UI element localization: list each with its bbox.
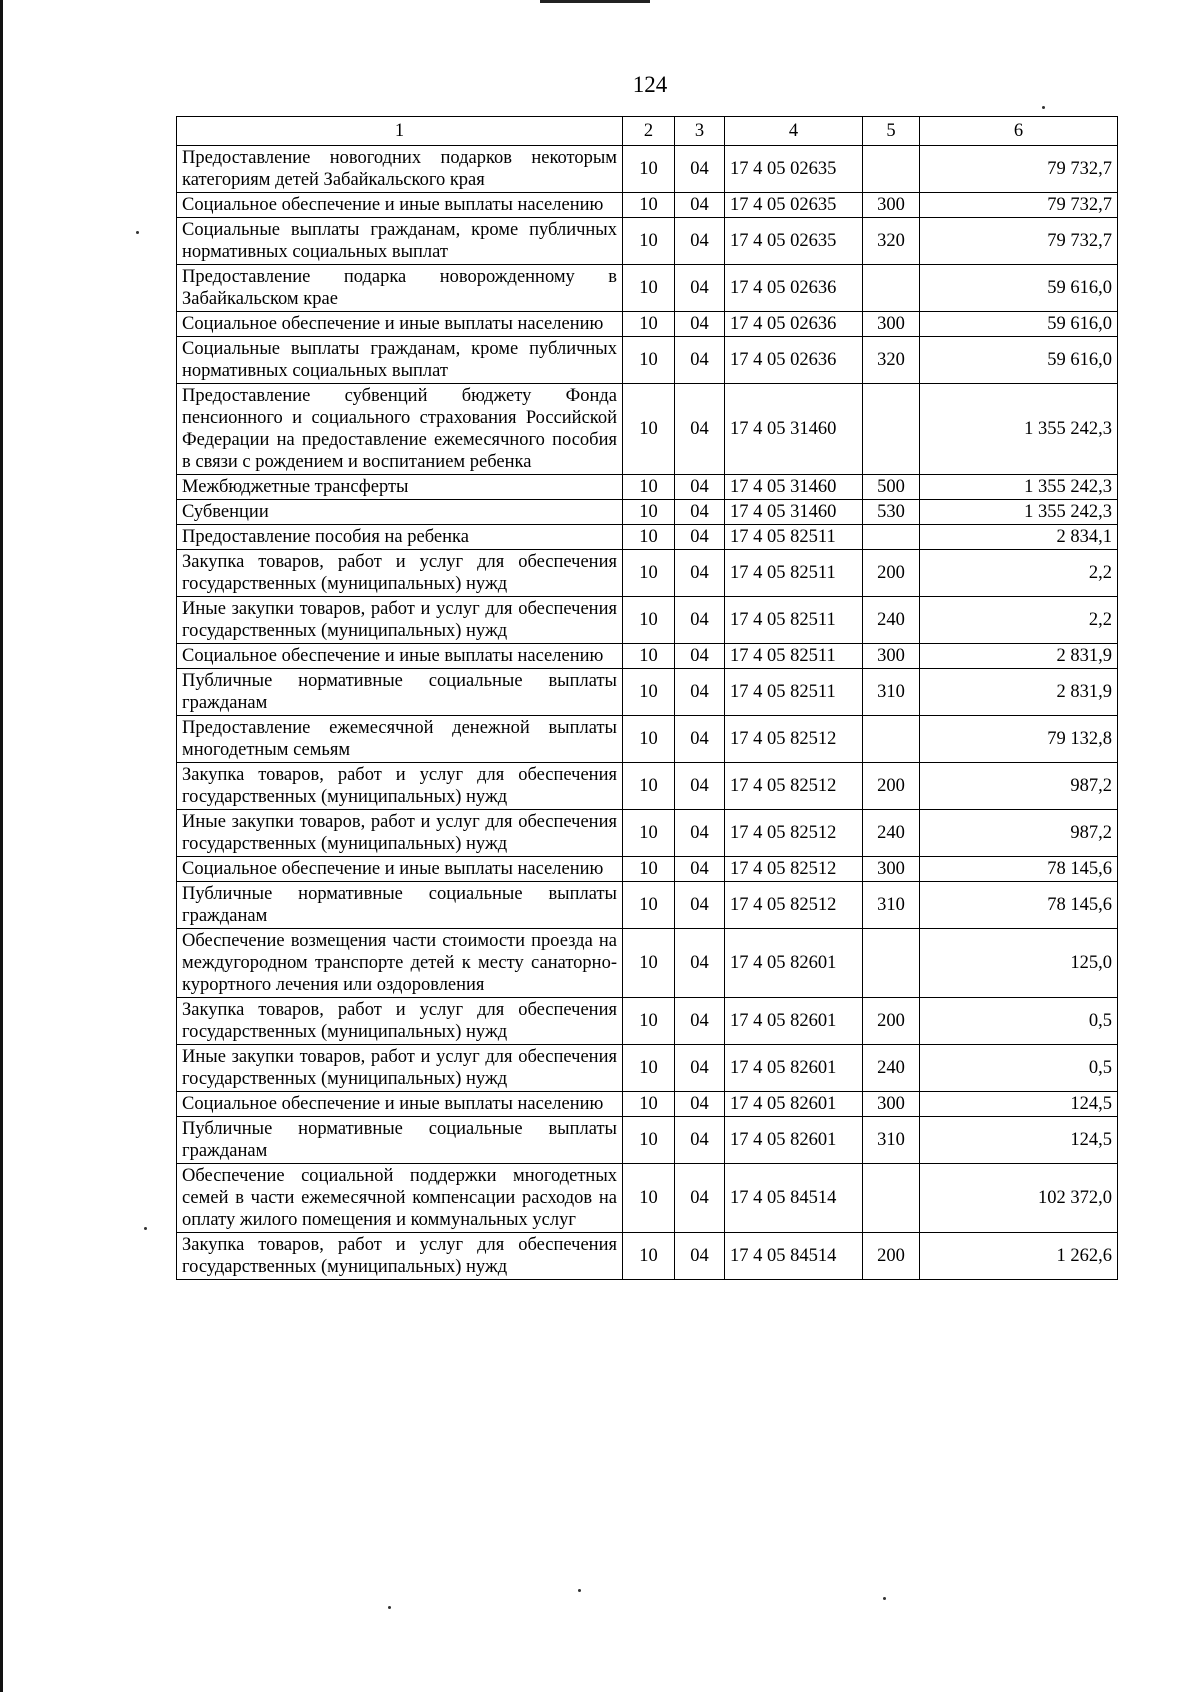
table-row — [177, 312, 1118, 337]
table-row — [177, 669, 1118, 716]
scan-speck — [883, 1597, 886, 1600]
scan-speck — [144, 1227, 147, 1230]
row-section-cell: 10 — [623, 265, 675, 312]
row-name-cell: Обеспечение возмещения части стоимости проезда на междугородном транспорте детей к месту санаторно-курортного лечения или оздоровления — [177, 929, 623, 998]
row-section-cell: 10 — [623, 384, 675, 475]
row-subsection-cell: 04 — [675, 882, 725, 929]
row-type-cell: 200 — [863, 763, 920, 810]
row-section-cell: 10 — [623, 669, 675, 716]
row-type-cell — [863, 146, 920, 193]
row-type-cell: 240 — [863, 597, 920, 644]
table-row — [177, 716, 1118, 763]
row-section-cell: 10 — [623, 193, 675, 218]
row-subsection-cell: 04 — [675, 475, 725, 500]
row-section-cell: 10 — [623, 1164, 675, 1233]
table-row — [177, 550, 1118, 597]
row-amount-cell: 59 616,0 — [920, 337, 1118, 384]
table-row — [177, 146, 1118, 193]
row-code-cell: 17 4 05 02635 — [725, 146, 863, 193]
row-code-cell: 17 4 05 82601 — [725, 998, 863, 1045]
row-section-cell: 10 — [623, 810, 675, 857]
row-code-cell: 17 4 05 31460 — [725, 475, 863, 500]
row-amount-cell: 78 145,6 — [920, 882, 1118, 929]
row-section-cell: 10 — [623, 1233, 675, 1280]
row-name-cell: Иные закупки товаров, работ и услуг для обеспечения государственных (муниципальных) нужд — [177, 810, 623, 857]
row-name-cell: Предоставление ежемесячной денежной выплаты многодетным семьям — [177, 716, 623, 763]
row-section-cell: 10 — [623, 1117, 675, 1164]
row-section-cell: 10 — [623, 500, 675, 525]
row-amount-cell: 78 145,6 — [920, 857, 1118, 882]
row-type-cell: 310 — [863, 1117, 920, 1164]
row-code-cell: 17 4 05 02636 — [725, 265, 863, 312]
row-type-cell: 320 — [863, 218, 920, 265]
row-subsection-cell: 04 — [675, 998, 725, 1045]
row-type-cell — [863, 384, 920, 475]
row-section-cell: 10 — [623, 929, 675, 998]
row-section-cell: 10 — [623, 597, 675, 644]
table-row — [177, 1045, 1118, 1092]
row-subsection-cell: 04 — [675, 337, 725, 384]
row-amount-cell: 79 732,7 — [920, 146, 1118, 193]
row-type-cell: 300 — [863, 857, 920, 882]
row-section-cell: 10 — [623, 644, 675, 669]
row-section-cell: 10 — [623, 1045, 675, 1092]
table-row — [177, 337, 1118, 384]
row-name-cell: Социальное обеспечение и иные выплаты населению — [177, 857, 623, 882]
row-code-cell: 17 4 05 82601 — [725, 1092, 863, 1117]
row-code-cell: 17 4 05 82601 — [725, 929, 863, 998]
row-section-cell: 10 — [623, 475, 675, 500]
row-section-cell: 10 — [623, 550, 675, 597]
row-section-cell: 10 — [623, 312, 675, 337]
row-type-cell: 300 — [863, 1092, 920, 1117]
row-code-cell: 17 4 05 02636 — [725, 312, 863, 337]
row-amount-cell: 0,5 — [920, 1045, 1118, 1092]
row-subsection-cell: 04 — [675, 1045, 725, 1092]
row-type-cell: 310 — [863, 669, 920, 716]
row-section-cell: 10 — [623, 857, 675, 882]
row-name-cell: Закупка товаров, работ и услуг для обеспечения государственных (муниципальных) нужд — [177, 550, 623, 597]
budget-table — [176, 116, 1118, 1280]
row-type-cell: 200 — [863, 550, 920, 597]
row-amount-cell: 124,5 — [920, 1117, 1118, 1164]
row-amount-cell: 0,5 — [920, 998, 1118, 1045]
row-section-cell: 10 — [623, 882, 675, 929]
row-name-cell: Субвенции — [177, 500, 623, 525]
row-code-cell: 17 4 05 84514 — [725, 1233, 863, 1280]
row-subsection-cell: 04 — [675, 1233, 725, 1280]
row-section-cell: 10 — [623, 218, 675, 265]
row-amount-cell: 125,0 — [920, 929, 1118, 998]
table-row — [177, 857, 1118, 882]
row-code-cell: 17 4 05 82512 — [725, 763, 863, 810]
row-code-cell: 17 4 05 02636 — [725, 337, 863, 384]
row-amount-cell: 2 831,9 — [920, 644, 1118, 669]
row-type-cell: 320 — [863, 337, 920, 384]
row-name-cell: Межбюджетные трансферты — [177, 475, 623, 500]
header-cell-6: 6 — [920, 117, 1118, 146]
row-name-cell: Закупка товаров, работ и услуг для обеспечения государственных (муниципальных) нужд — [177, 763, 623, 810]
table-row — [177, 1092, 1118, 1117]
row-amount-cell: 1 355 242,3 — [920, 384, 1118, 475]
row-type-cell — [863, 929, 920, 998]
row-amount-cell: 59 616,0 — [920, 312, 1118, 337]
row-amount-cell: 79 732,7 — [920, 193, 1118, 218]
row-code-cell: 17 4 05 82511 — [725, 525, 863, 550]
row-subsection-cell: 04 — [675, 1164, 725, 1233]
row-amount-cell: 102 372,0 — [920, 1164, 1118, 1233]
row-name-cell: Предоставление подарка новорожденному в Забайкальском крае — [177, 265, 623, 312]
page-number: 124 — [632, 72, 668, 97]
row-subsection-cell: 04 — [675, 146, 725, 193]
table-row — [177, 597, 1118, 644]
header-cell-2: 2 — [623, 117, 675, 146]
table-row — [177, 929, 1118, 998]
row-subsection-cell: 04 — [675, 857, 725, 882]
row-subsection-cell: 04 — [675, 644, 725, 669]
table-row — [177, 265, 1118, 312]
row-name-cell: Закупка товаров, работ и услуг для обеспечения государственных (муниципальных) нужд — [177, 998, 623, 1045]
row-name-cell: Иные закупки товаров, работ и услуг для обеспечения государственных (муниципальных) нужд — [177, 1045, 623, 1092]
row-subsection-cell: 04 — [675, 525, 725, 550]
row-name-cell: Социальное обеспечение и иные выплаты населению — [177, 1092, 623, 1117]
table-row — [177, 882, 1118, 929]
row-subsection-cell: 04 — [675, 265, 725, 312]
row-type-cell — [863, 1164, 920, 1233]
table-row — [177, 1164, 1118, 1233]
row-code-cell: 17 4 05 82511 — [725, 644, 863, 669]
row-section-cell: 10 — [623, 146, 675, 193]
scan-border-left — [0, 0, 3, 1692]
row-code-cell: 17 4 05 82512 — [725, 810, 863, 857]
row-type-cell: 300 — [863, 644, 920, 669]
row-type-cell: 240 — [863, 810, 920, 857]
row-subsection-cell: 04 — [675, 312, 725, 337]
row-amount-cell: 2 834,1 — [920, 525, 1118, 550]
row-type-cell — [863, 265, 920, 312]
table-header-row — [177, 117, 1118, 146]
row-name-cell: Социальное обеспечение и иные выплаты населению — [177, 193, 623, 218]
row-amount-cell: 2,2 — [920, 597, 1118, 644]
row-name-cell: Социальные выплаты гражданам, кроме публичных нормативных социальных выплат — [177, 337, 623, 384]
row-name-cell: Социальное обеспечение и иные выплаты населению — [177, 312, 623, 337]
row-code-cell: 17 4 05 82601 — [725, 1117, 863, 1164]
row-name-cell: Иные закупки товаров, работ и услуг для обеспечения государственных (муниципальных) нужд — [177, 597, 623, 644]
row-subsection-cell: 04 — [675, 218, 725, 265]
row-amount-cell: 79 732,7 — [920, 218, 1118, 265]
row-code-cell: 17 4 05 82512 — [725, 857, 863, 882]
header-cell-1: 1 — [177, 117, 623, 146]
row-code-cell: 17 4 05 31460 — [725, 384, 863, 475]
row-code-cell: 17 4 05 82511 — [725, 597, 863, 644]
row-type-cell — [863, 525, 920, 550]
header-cell-4: 4 — [725, 117, 863, 146]
table-row — [177, 384, 1118, 475]
row-code-cell: 17 4 05 02635 — [725, 218, 863, 265]
row-section-cell: 10 — [623, 337, 675, 384]
scan-border-top — [540, 0, 650, 3]
row-section-cell: 10 — [623, 763, 675, 810]
row-subsection-cell: 04 — [675, 500, 725, 525]
row-type-cell: 310 — [863, 882, 920, 929]
row-subsection-cell: 04 — [675, 669, 725, 716]
row-type-cell: 530 — [863, 500, 920, 525]
row-name-cell: Социальные выплаты гражданам, кроме публичных нормативных социальных выплат — [177, 218, 623, 265]
row-amount-cell: 2,2 — [920, 550, 1118, 597]
row-amount-cell: 59 616,0 — [920, 265, 1118, 312]
row-code-cell: 17 4 05 31460 — [725, 500, 863, 525]
row-type-cell: 200 — [863, 1233, 920, 1280]
row-type-cell: 300 — [863, 193, 920, 218]
row-subsection-cell: 04 — [675, 763, 725, 810]
table-row — [177, 525, 1118, 550]
row-amount-cell: 987,2 — [920, 763, 1118, 810]
table-row — [177, 644, 1118, 669]
table-row — [177, 1233, 1118, 1280]
row-code-cell: 17 4 05 02635 — [725, 193, 863, 218]
row-name-cell: Закупка товаров, работ и услуг для обеспечения государственных (муниципальных) нужд — [177, 1233, 623, 1280]
row-subsection-cell: 04 — [675, 929, 725, 998]
row-name-cell: Обеспечение социальной поддержки многодетных семей в части ежемесячной компенсации расходов на оплату жилого помещения и коммунальных услуг — [177, 1164, 623, 1233]
row-code-cell: 17 4 05 82511 — [725, 550, 863, 597]
row-name-cell: Публичные нормативные социальные выплаты гражданам — [177, 882, 623, 929]
header-cell-5: 5 — [863, 117, 920, 146]
row-name-cell: Предоставление пособия на ребенка — [177, 525, 623, 550]
header-cell-3: 3 — [675, 117, 725, 146]
row-section-cell: 10 — [623, 998, 675, 1045]
scan-speck — [578, 1589, 581, 1592]
row-section-cell: 10 — [623, 525, 675, 550]
scan-speck — [1042, 106, 1045, 109]
row-name-cell: Предоставление субвенций бюджету Фонда пенсионного и социального страхования Российской Федерации на предоставление ежемесячного пособия в связи с рождением и воспитанием ребенка — [177, 384, 623, 475]
table-row — [177, 193, 1118, 218]
row-code-cell: 17 4 05 82512 — [725, 882, 863, 929]
row-amount-cell: 1 262,6 — [920, 1233, 1118, 1280]
row-subsection-cell: 04 — [675, 1092, 725, 1117]
row-name-cell: Публичные нормативные социальные выплаты гражданам — [177, 1117, 623, 1164]
row-amount-cell: 1 355 242,3 — [920, 475, 1118, 500]
row-amount-cell: 1 355 242,3 — [920, 500, 1118, 525]
row-section-cell: 10 — [623, 716, 675, 763]
row-subsection-cell: 04 — [675, 550, 725, 597]
table-row — [177, 500, 1118, 525]
row-type-cell — [863, 716, 920, 763]
table-row — [177, 475, 1118, 500]
budget-table-body — [177, 117, 1118, 1280]
row-code-cell: 17 4 05 82512 — [725, 716, 863, 763]
row-subsection-cell: 04 — [675, 193, 725, 218]
table-row — [177, 763, 1118, 810]
row-amount-cell: 124,5 — [920, 1092, 1118, 1117]
row-type-cell: 500 — [863, 475, 920, 500]
row-code-cell: 17 4 05 84514 — [725, 1164, 863, 1233]
row-subsection-cell: 04 — [675, 810, 725, 857]
table-row — [177, 1117, 1118, 1164]
row-amount-cell: 2 831,9 — [920, 669, 1118, 716]
row-amount-cell: 987,2 — [920, 810, 1118, 857]
row-name-cell: Предоставление новогодних подарков некоторым категориям детей Забайкальского края — [177, 146, 623, 193]
row-name-cell: Социальное обеспечение и иные выплаты населению — [177, 644, 623, 669]
row-code-cell: 17 4 05 82511 — [725, 669, 863, 716]
row-amount-cell: 79 132,8 — [920, 716, 1118, 763]
table-row — [177, 998, 1118, 1045]
table-row — [177, 810, 1118, 857]
row-type-cell: 300 — [863, 312, 920, 337]
table-row — [177, 218, 1118, 265]
scan-speck — [136, 231, 139, 234]
row-type-cell: 200 — [863, 998, 920, 1045]
row-code-cell: 17 4 05 82601 — [725, 1045, 863, 1092]
row-section-cell: 10 — [623, 1092, 675, 1117]
row-subsection-cell: 04 — [675, 597, 725, 644]
row-subsection-cell: 04 — [675, 384, 725, 475]
scan-speck — [388, 1606, 391, 1609]
row-subsection-cell: 04 — [675, 716, 725, 763]
row-subsection-cell: 04 — [675, 1117, 725, 1164]
row-name-cell: Публичные нормативные социальные выплаты гражданам — [177, 669, 623, 716]
row-type-cell: 240 — [863, 1045, 920, 1092]
